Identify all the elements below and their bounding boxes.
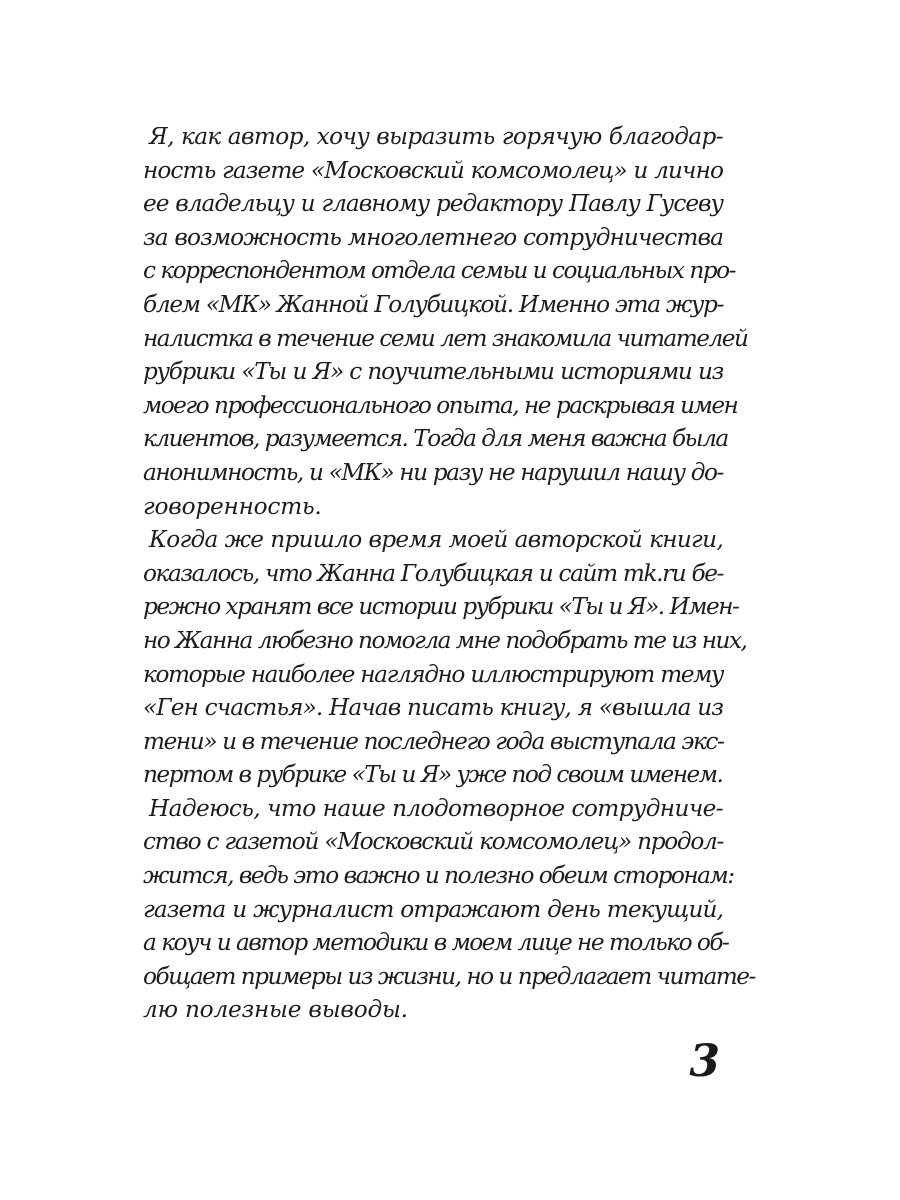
text-line: которые наиболее наглядно иллюстрируют тему bbox=[143, 660, 723, 688]
text-line: налистка в течение семи лет знакомила читателей bbox=[143, 324, 748, 352]
text-line: оказалось, что Жанна Голубицкая и сайт mk.ru бе- bbox=[143, 559, 723, 587]
paragraph-2 bbox=[143, 523, 747, 792]
text-line: анонимность, и «МК» ни разу не нарушил нашу до- bbox=[143, 458, 723, 486]
text-line: ность газете «Московский комсомолец» и лично bbox=[143, 156, 723, 184]
text-line: «Ген счастья». Начав писать книгу, я «вышла из bbox=[143, 694, 723, 722]
text-line: рубрики «Ты и Я» с поучительными историями из bbox=[143, 358, 723, 386]
text-line: клиентов, разумеется. Тогда для меня важна была bbox=[143, 425, 728, 453]
text-line: общает примеры из жизни, но и предлагает читате- bbox=[143, 962, 755, 990]
text-line: ство с газетой «Московский комсомолец» продол- bbox=[143, 828, 723, 856]
text-line: за возможность многолетнего сотрудничества bbox=[143, 223, 723, 251]
paragraph-3 bbox=[143, 792, 755, 1027]
text-line: режно хранят все истории рубрики «Ты и Я». Имен- bbox=[143, 593, 739, 621]
text-line: а коуч и автор методики в моем лице не только об- bbox=[143, 929, 729, 957]
text-line: жится, ведь это важно и полезно обеим сторонам: bbox=[143, 862, 734, 890]
text-line: ее владельцу и главному редактору Павлу Гусеву bbox=[143, 190, 723, 218]
text-line: лю полезные выводы. bbox=[143, 996, 408, 1024]
text-line: моего профессионального опыта, не раскрывая имен bbox=[143, 391, 738, 419]
body-text bbox=[143, 120, 755, 1027]
page-number: 3 bbox=[689, 1036, 720, 1087]
paragraph-1 bbox=[143, 120, 748, 523]
text-line: тени» и в течение последнего года выступала экс- bbox=[143, 727, 724, 755]
text-line: блем «МК» Жанной Голубицкой. Именно эта жур- bbox=[143, 290, 724, 318]
text-line: газета и журналист отражают день текущий, bbox=[143, 895, 723, 923]
text-line: Когда же пришло время моей авторской книги, bbox=[149, 526, 723, 554]
text-line: пертом в рубрике «Ты и Я» уже под своим именем. bbox=[143, 761, 723, 789]
text-line: говоренность. bbox=[143, 492, 322, 520]
text-line: с корреспондентом отдела семьи и социальных про- bbox=[143, 257, 735, 285]
text-line: Я, как автор, хочу выразить горячую благодар- bbox=[149, 123, 723, 150]
text-line: Надеюсь, что наше плодотворное сотрудниче- bbox=[149, 794, 723, 822]
text-line: но Жанна любезно помогла мне подобрать те из них, bbox=[143, 626, 747, 654]
